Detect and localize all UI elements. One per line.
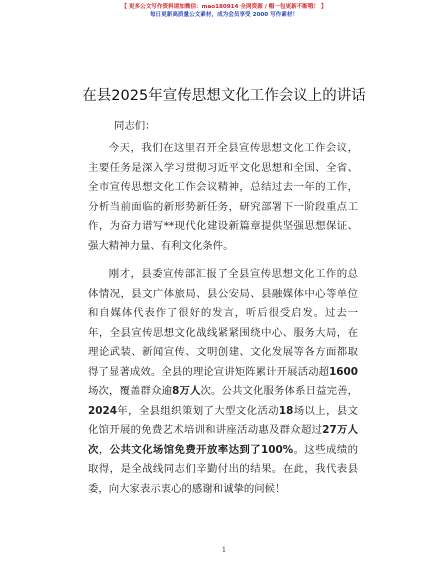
promo-banner-line-1: 【 更多公文写作资料请加微信：mao180914 全网资源 / 帽一包更新不断哦！ 】	[121, 4, 327, 10]
paragraph-2-text: 场以上，县文化馆开展的免费艺术培训和讲座活动惠及群众超过	[88, 404, 359, 436]
paragraph-2-text: 年，全县组织策划了大型文化活动	[116, 404, 279, 417]
stat-events: 18	[278, 404, 294, 417]
stat-free-access-rate: 公共文化场馆免费开放率达到了100%	[109, 443, 294, 456]
promo-banner-line-2: 每日更新高质量公文素材，成为会员享受 2000 写作素材！	[149, 12, 299, 18]
stat-audience: 8万人	[172, 385, 201, 397]
page-number: 1	[221, 546, 227, 554]
paragraph-2-text: 刚才，县委宣传部汇报了全县宣传思想文化工作的总体情况，县文广体旅局、县公安局、县融媒体中心等单位和自媒体代表作了很好的发言，听后很受启发。过去一年，全县宣传思想文化战线紧紧围绕中心、服务大局，在理论武装、新闻宣传、文明创建、文化发展等各方面都取得了显著成效。全县的理论宣讲矩阵累计开展活动超	[88, 268, 358, 378]
paragraph-2-text: 。这些成绩的取得，是全战线同志们辛勤付出的结果。在此，我代表县委，向大家表示衷心的感谢和诚挚的问候！	[88, 443, 359, 495]
paragraph-2-text: 场次，覆盖群众逾	[88, 385, 173, 397]
stat-sessions: 1600	[329, 365, 358, 378]
stat-beneficiaries: 27万人次	[88, 424, 359, 456]
greeting: 同志们：	[114, 120, 156, 132]
paragraph-1: 今天，我们在这里召开全县宣传思想文化工作会议，主要任务是深入学习贯彻习近平文化思想和全国、全省、全市宣传思想文化工作会议精神，总结过去一年的工作，分析当前面临的新形势新任务，研究部署下一阶段重点工作，为奋力谱写**现代化建设新篇章提供坚强思想保证、强大精神力量、有利文化条件。	[88, 142, 358, 252]
paragraph-2	[88, 265, 358, 499]
paragraph-2-text: 次。公共文化服务体系日益完善，	[200, 385, 359, 397]
paragraph-2-text: ，	[98, 443, 110, 456]
stat-year: 2024	[88, 404, 117, 417]
promo-banner	[0, 3, 448, 19]
document-title: 在县2025年宣传思想文化工作会议上的讲话	[82, 88, 366, 104]
